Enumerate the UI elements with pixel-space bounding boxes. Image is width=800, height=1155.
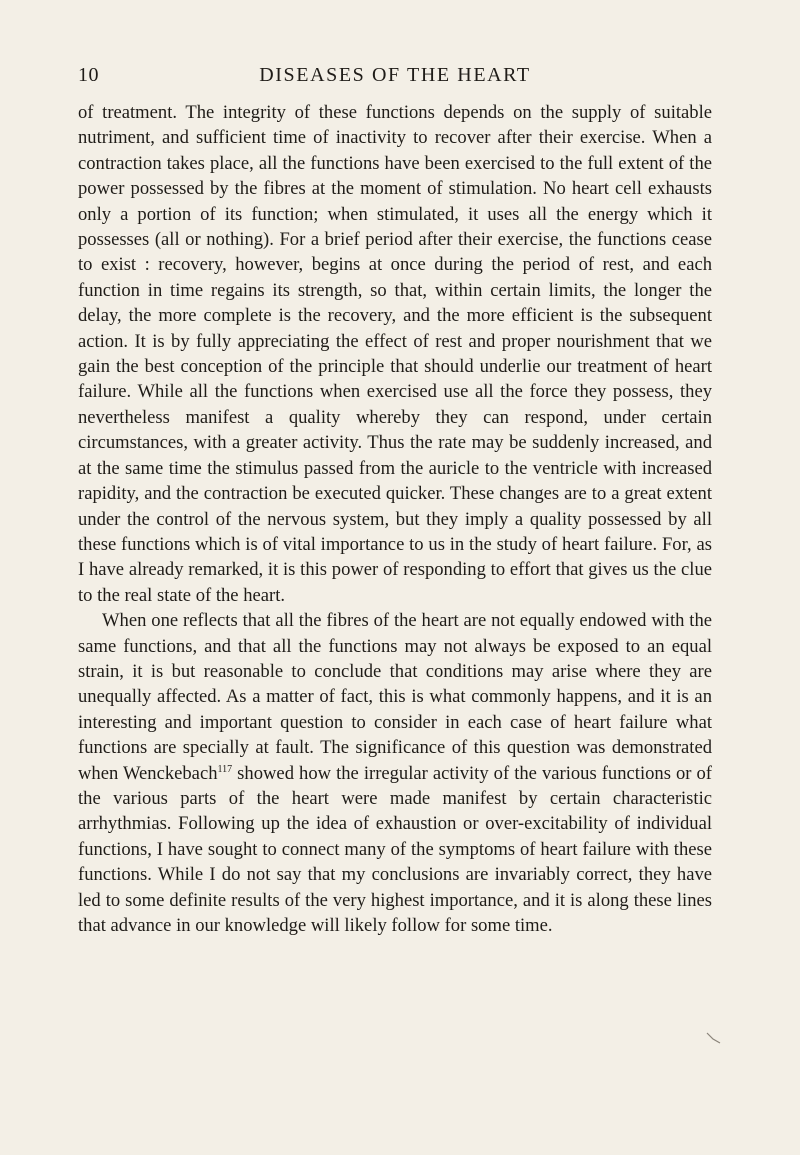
paragraph-2-text-after: showed how the irregular activity of the various functions or of the various parts of the heart were made manifest by certain characteristic arrhythmias. Following up the idea of exhaustion or over-excitability of individual functions, I have sought to connect many of the symptoms of heart failure with these functions. While I do not say that my conclusions are invariably correct, they have led to some definite results of the very highest importance, and it is along these lines that advance in our knowledge will likely follow for some time. <box>78 762 712 936</box>
running-title: DISEASES OF THE HEART <box>259 64 531 86</box>
body-text <box>78 100 712 938</box>
paragraph-1 <box>78 100 712 608</box>
footnote-reference: 117 <box>217 763 233 775</box>
page-number: 10 <box>78 64 99 86</box>
running-head <box>78 64 712 92</box>
paragraph-1-text: of treatment. The integrity of these functions depends on the supply of suitable nutriment, and sufficient time of inactivity to recover after their exercise. When a contraction takes place, all the functions have been exercised to the full extent of the power possessed by the fibres at the moment of stimulation. No heart cell exhausts only a portion of its function; when stimulated, it uses all the energy which it possesses (all or nothing). For a brief period after their exercise, the functions cease to exist : recovery, however, begins at once during the period of rest, and each function in time regains its strength, so that, within certain limits, the longer the delay, the more complete is the recovery, and the more efficient is the subsequent action. It is by fully appreciating the effect of rest and proper nourishment that we gain the best conception of the principle that should underlie our treatment of heart failure. While all the functions when exercised use all the force they possess, they nevertheless manifest a quality whereby they can respond, under certain circumstances, with a greater activity. Thus the rate may be suddenly increased, and at the same time the stimulus passed from the auricle to the ventricle with increased rapidity, and the contraction be executed quicker. These changes are to a great extent under the control of the nervous system, but they imply a quality possessed by all these functions which is of vital importance to us in the study of heart failure. For, as I have already remarked, it is this power of responding to effort that gives us the clue to the real state of the heart. <box>78 102 712 606</box>
pencil-mark-icon <box>704 1029 724 1049</box>
paragraph-2 <box>78 608 712 938</box>
paragraph-2-text-before: When one reflects that all the fibres of the heart are not equally endowed with the same functions, and that all the functions may not always be exposed to an equal strain, it is but reasonable to conclude that conditions may arise where they are unequally affected. As a matter of fact, this is what commonly happens, and it is an interesting and important question to consider in each case of heart failure what functions are specially at fault. The significance of this question was demonstrated when Wenckebach <box>78 610 712 784</box>
